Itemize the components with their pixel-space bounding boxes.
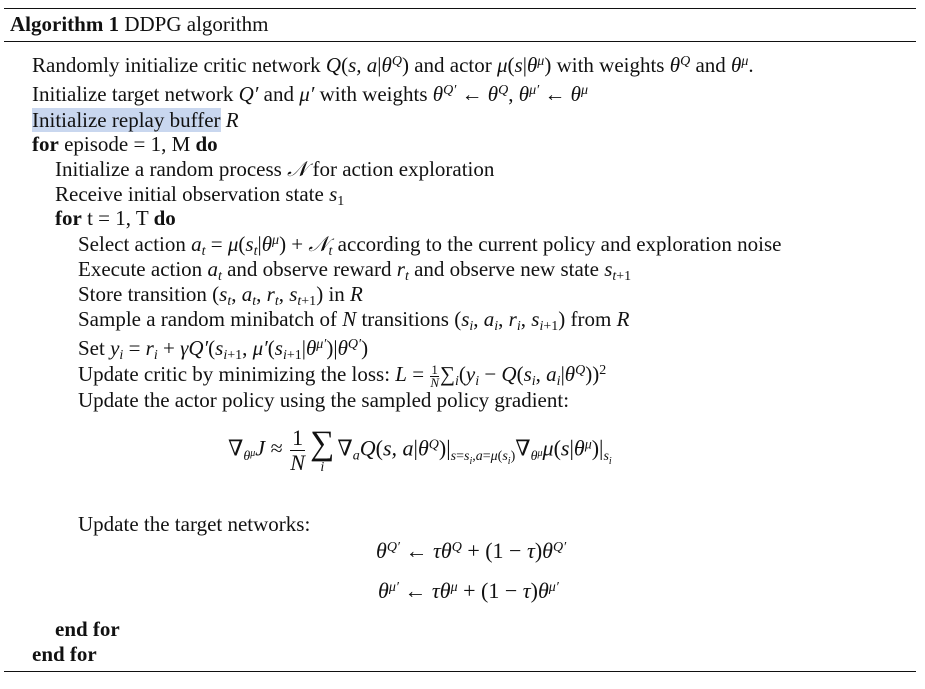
- target-update-critic-equation: $\theta^{Q'}$ ← $\tau\theta^Q + (1 - \tau)\theta^{Q'}$: [376, 538, 567, 563]
- line-init-critic-actor: Randomly initialize critic network Q(s, $a|\theta^Q$) and actor $\mu(s|\theta^\mu)$ with weights $\theta^Q$ and $\theta^\mu$.: [32, 53, 754, 77]
- line-receive-observation: Receive initial observation state $s_1$: [55, 182, 345, 209]
- line-set-target: Set $y_i = r_i + \gamma Q'(s_{i+1}$, $\mu'(s_{i+1}|\theta^{\mu'})|\theta^{Q'}$): [78, 336, 369, 363]
- highlighted-text: Initialize replay buffer: [32, 108, 221, 132]
- algorithm-title: DDPG algorithm: [124, 12, 269, 36]
- algorithm-label: Algorithm 1: [10, 12, 120, 36]
- policy-gradient-equation: $\nabla_{\theta^\mu}J$ ≈ $\frac{1}{N}$ ∑ i $\nabla_aQ(s$, $a|\theta^Q)|_{s=s_i,a=\mu(s_i)}\nabla_{\theta^\mu}\mu(s|\theta^\mu)|_{s_i}$: [228, 424, 612, 475]
- line-end-for-outer: end for: [32, 642, 97, 666]
- line-update-actor: Update the actor policy using the sampled policy gradient:: [78, 388, 570, 412]
- line-init-buffer: Initialize replay buffer R: [32, 108, 239, 132]
- line-for-t: for t = 1, T do: [55, 206, 176, 230]
- bottom-rule: [4, 671, 916, 672]
- target-update-actor-equation: $\theta^{\mu'}$ ← $\tau\theta^\mu + (1 - \tau)\theta^{\mu'}$: [378, 578, 559, 603]
- line-sample-minibatch: Sample a random minibatch of N transitions ($s_i$, $a_i$, $r_i$, $s_{i+1}$) from R: [78, 307, 630, 334]
- algorithm-caption: [10, 11, 268, 37]
- line-execute-action: Execute action $a_t$ and observe reward $r_t$ and observe new state $s_{t+1}$: [78, 257, 632, 284]
- line-end-for-inner: end for: [55, 617, 120, 641]
- line-store-transition: Store transition ($s_t$, $a_t$, $r_t$, $s_{t+1}$) in R: [78, 282, 363, 309]
- caption-rule: [4, 41, 916, 42]
- line-select-action: Select action $a_t = \mu(s_t|\theta^\mu)$ + 𝒩$_t$ according to the current policy and exploration noise: [78, 232, 782, 259]
- line-update-targets: Update the target networks:: [78, 512, 311, 536]
- line-init-target: Initialize target network Q′ and μ′ with weights $\theta^{Q'}$ ← $\theta^Q$, $\theta^{\mu'}$ ← $\theta^\mu$: [32, 82, 589, 106]
- top-rule: [4, 8, 916, 9]
- line-for-episode: for episode = 1, M do: [32, 132, 218, 156]
- line-update-critic: Update critic by minimizing the loss: L = $\frac{1}{N}$ $\sum_i(y_i - Q(s_i$, $a_i|\theta^Q))^2$: [78, 361, 607, 390]
- line-init-random-process: Initialize a random process 𝒩 for action exploration: [55, 157, 495, 181]
